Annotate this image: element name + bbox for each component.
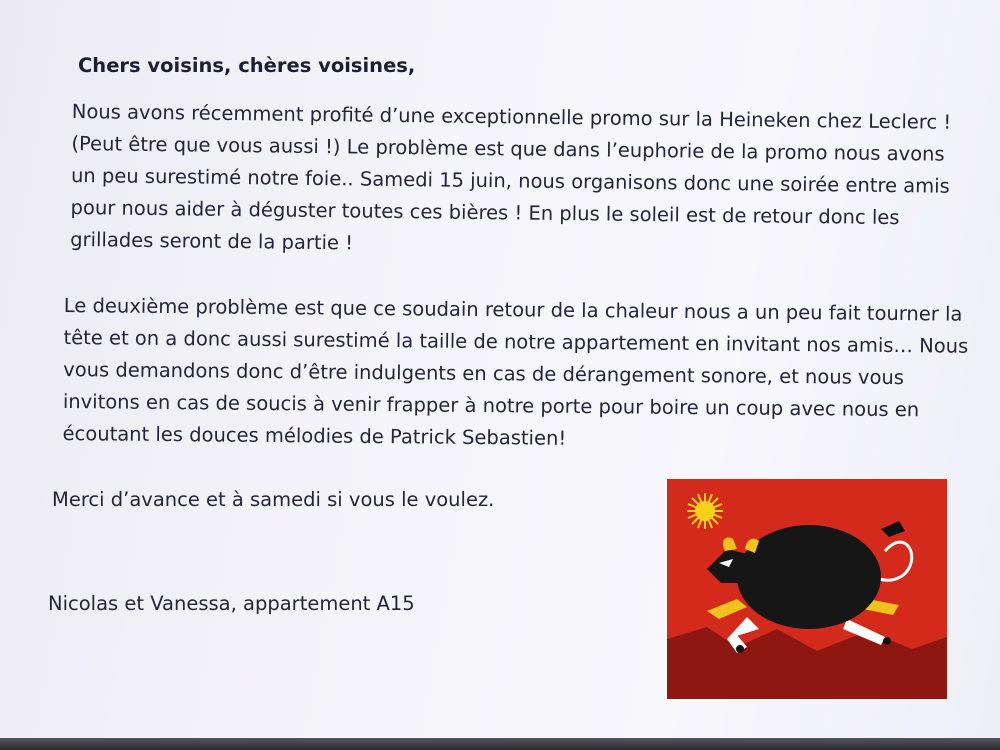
bull-illustration bbox=[667, 479, 947, 699]
desk-surface bbox=[0, 738, 1000, 750]
letter-paragraph-2: Le deuxième problème est que ce soudain retour de la chaleur nous a un peu fait tourner la tête et on a donc aussi surestimé la taille de notre appartement en invitant nos amis… Nous vous demandons donc d’être indulgents en cas de dérangement sonore, et nous vous invitons en cas de soucis à venir frapper à notre porte pour boire un coup avec nous en écoutant les douces mélodies de Patrick Sebastien! bbox=[62, 293, 969, 450]
letter-greeting: Chers voisins, chères voisines, bbox=[78, 54, 416, 77]
letter-paragraph-1: Nous avons récemment profité d’une exceptionnelle promo sur la Heineken chez Leclerc ! (Peut être que vous aussi !) Le problème est que dans l’euphorie de la promo nous avons un peu surestimé notre foie.. Samedi 15 juin, nous organisons donc une soirée entre amis pour nous aider à déguster toutes ces bières ! En plus le soleil est de retour donc les grillades seront de la partie ! bbox=[70, 99, 952, 255]
bull-icon bbox=[667, 479, 947, 699]
sun-icon bbox=[687, 493, 723, 529]
bull-body bbox=[737, 525, 881, 629]
letter-signature: Nicolas et Vanessa, appartement A15 bbox=[48, 592, 415, 615]
letter-closing: Merci d’avance et à samedi si vous le voulez. bbox=[52, 488, 495, 511]
